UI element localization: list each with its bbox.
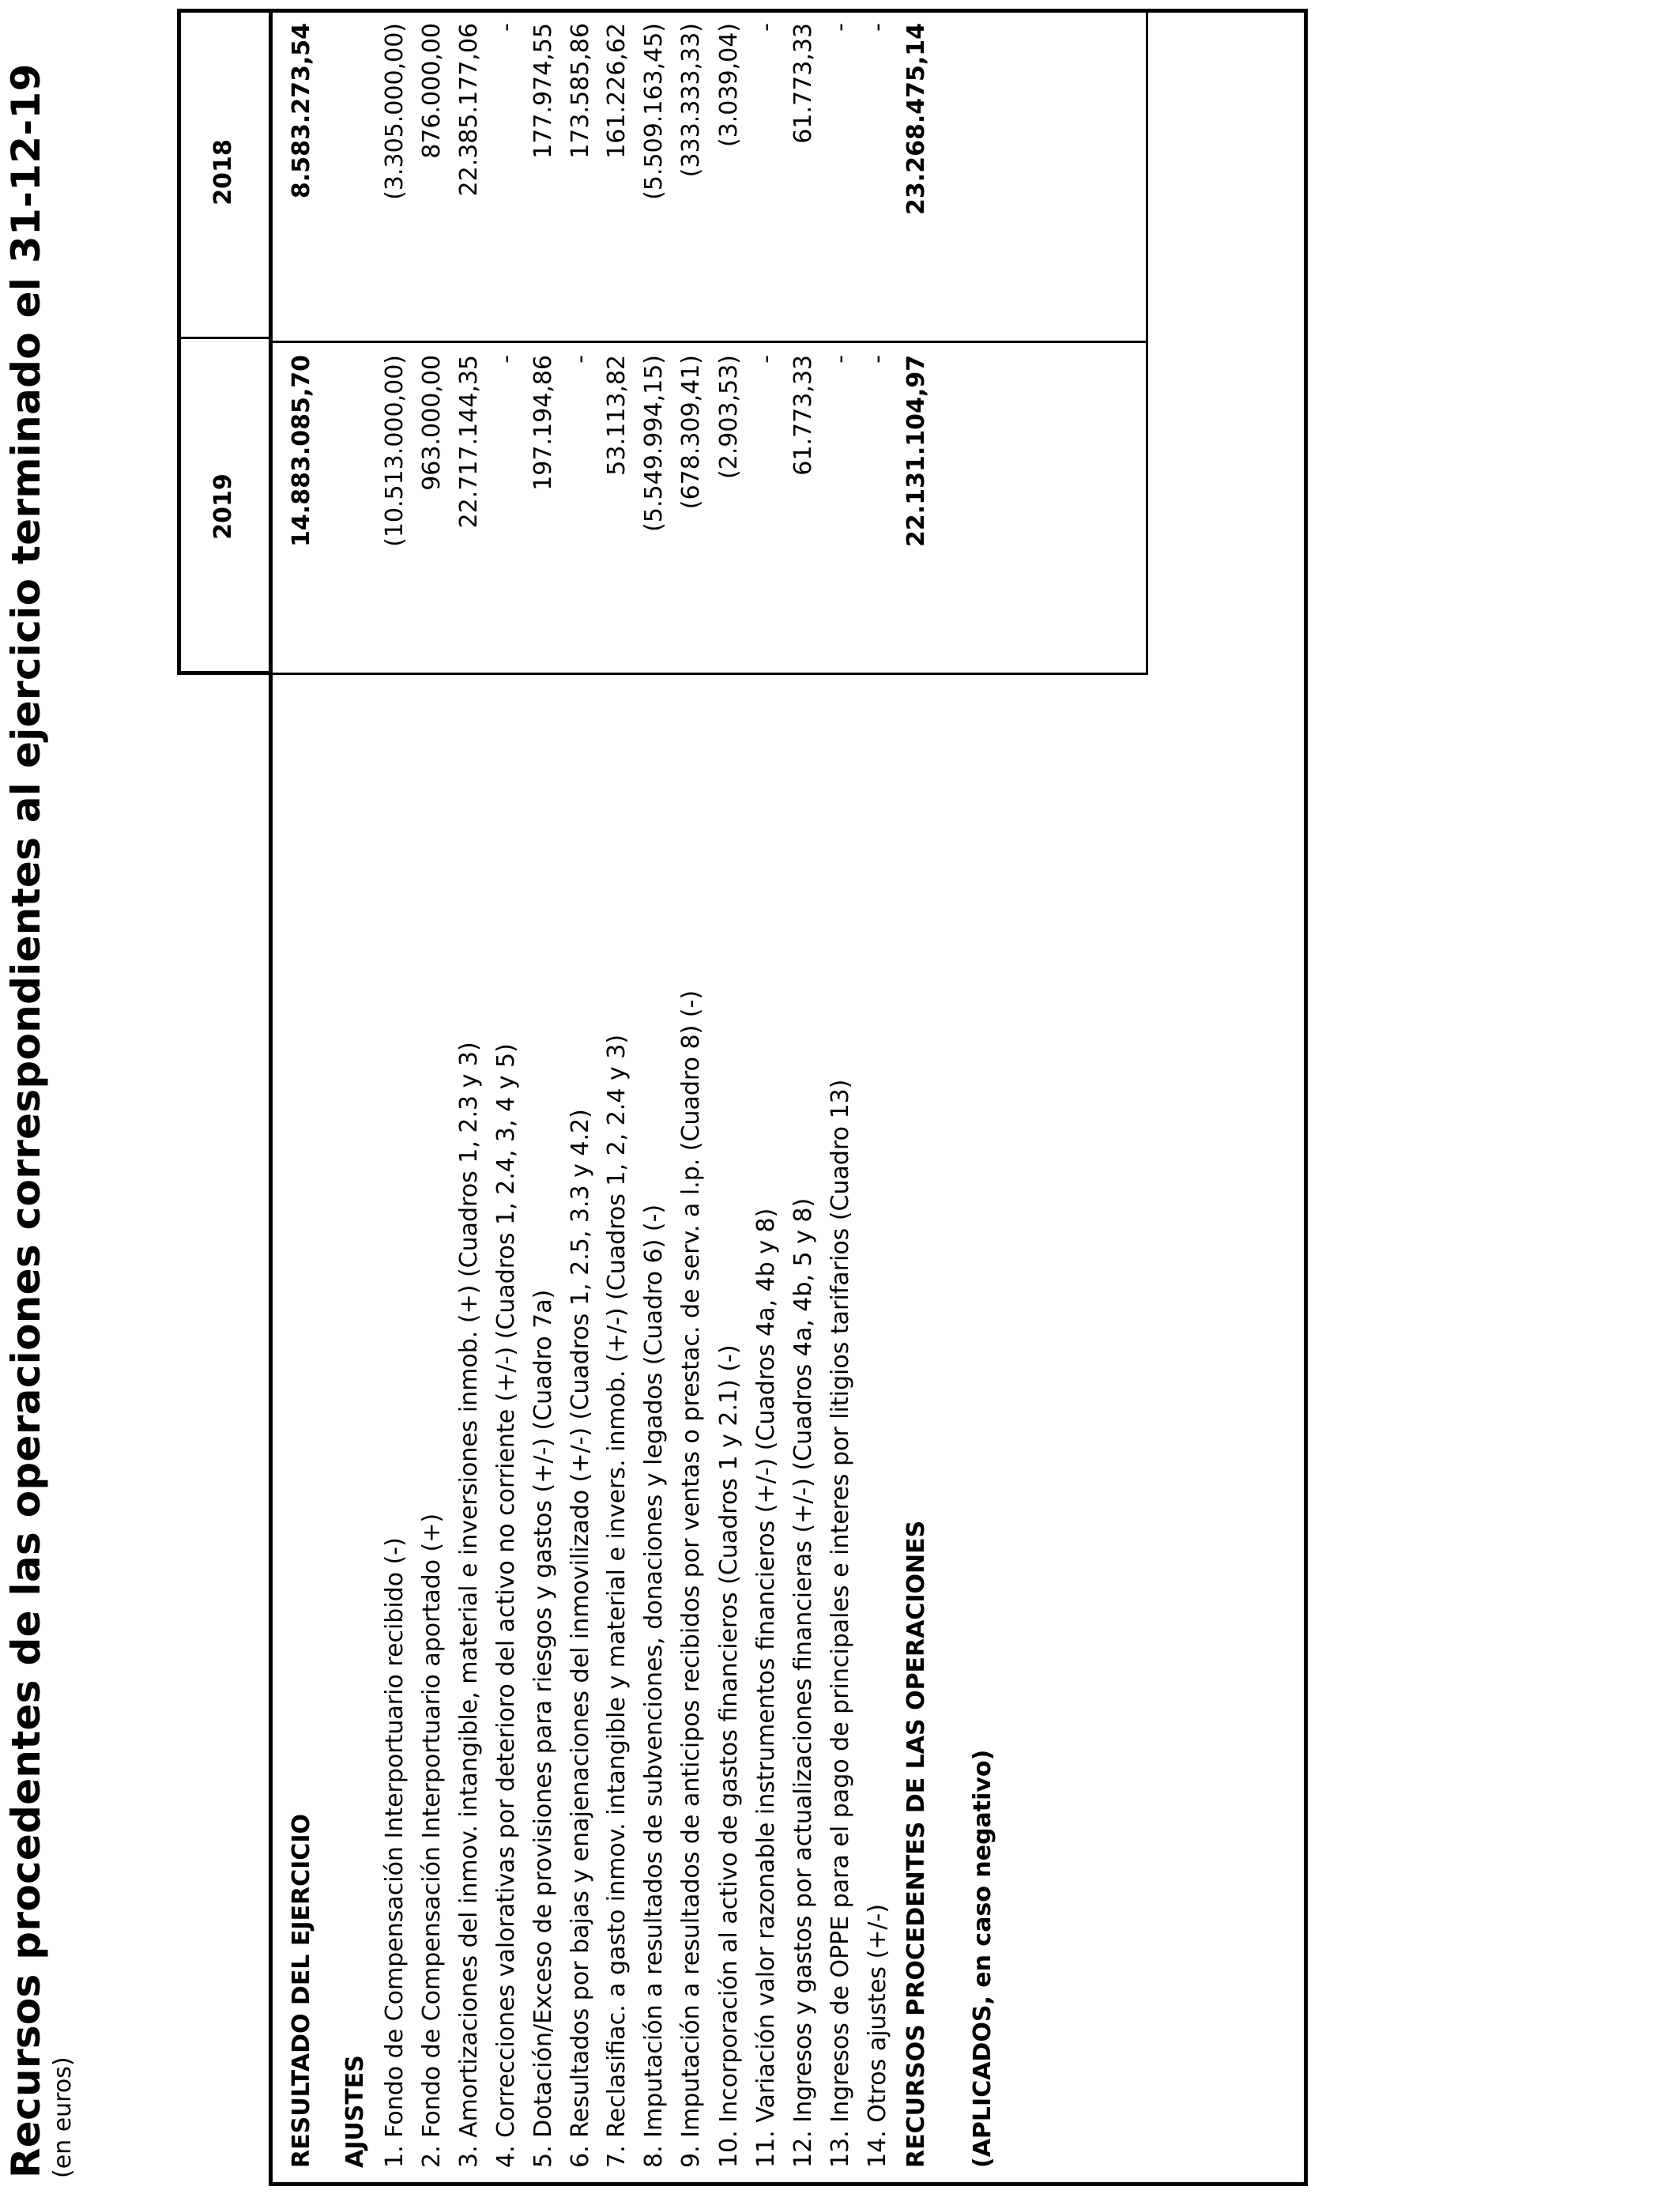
value-2019: 963.000,00 — [418, 355, 446, 491]
row-label: 14. Otros ajustes (+/-) — [864, 1903, 891, 2168]
row-label: RESULTADO DEL EJERCICIO — [288, 1814, 315, 2168]
value-2018: - — [827, 23, 854, 32]
value-2018: 173.585,86 — [567, 23, 594, 159]
value-2018: 23.268.475,14 — [902, 23, 930, 215]
value-2019: - — [864, 355, 891, 364]
value-2018: - — [752, 23, 780, 32]
value-2018: 22.385.177,06 — [455, 23, 483, 197]
row-label: 4. Correcciones valorativas por deterioro del activo no corriente (+/-) (Cuadros 1, 2.4, 3, 4 y 5) — [492, 1043, 520, 2168]
value-2018: 8.583.273,54 — [288, 23, 315, 199]
table-row — [893, 0, 940, 2194]
value-2019: 22.131.104,97 — [902, 355, 930, 547]
value-2018: 161.226,62 — [603, 23, 631, 159]
value-2019: (2.903,53) — [715, 355, 743, 480]
column-header-divider — [181, 337, 273, 339]
value-2019: 53.113,82 — [603, 355, 631, 476]
value-2018: 177.974,55 — [529, 23, 557, 159]
value-2018: - — [864, 23, 891, 32]
value-2019: (10.513.000,00) — [381, 355, 409, 547]
column-header — [177, 9, 273, 675]
row-label: 13. Ingresos de OPPE para el pago de principales e interes por litigios tarifarios (Cuadro 13) — [827, 1079, 854, 2168]
row-label: 12. Ingresos y gastos por actualizaciones financieras (+/-) (Cuadros 4a, 4b, 5 y 8) — [789, 1197, 817, 2168]
value-2018: 61.773,33 — [789, 23, 817, 144]
row-label: RECURSOS PROCEDENTES DE LAS OPERACIONES — [902, 1520, 930, 2168]
value-2018: (3.039,04) — [715, 23, 743, 148]
value-2018: (5.509.163,45) — [640, 23, 668, 200]
value-2019: 14.883.085,70 — [288, 355, 315, 547]
row-label: 6. Resultados por bajas y enajenaciones del inmovilizado (+/-) (Cuadros 1, 2.5, 3.3 y 4.2) — [567, 1109, 594, 2168]
value-2019: - — [492, 355, 520, 364]
value-2019: (5.549.994,15) — [640, 355, 668, 532]
value-2019: - — [827, 355, 854, 364]
value-2019: - — [567, 355, 594, 364]
value-2018: 876.000,00 — [418, 23, 446, 159]
column-header-2019: 2019 — [209, 473, 237, 540]
value-2019: (678.309,41) — [677, 355, 705, 510]
column-header-2018: 2018 — [209, 139, 237, 205]
row-label: 9. Imputación a resultados de anticipos recibidos por ventas o prestac. de serv. a l.p. (Cuadro 8) (-) — [677, 990, 705, 2168]
row-label: 10. Incorporación al activo de gastos financieros (Cuadros 1 y 2.1) (-) — [715, 1344, 743, 2168]
value-2019: 22.717.144,35 — [455, 355, 483, 529]
row-label: 1. Fondo de Compensación Interportuario recibido (-) — [381, 1537, 409, 2168]
value-2019: 61.773,33 — [789, 355, 817, 476]
table-row — [959, 0, 1007, 2194]
row-label: 5. Dotación/Exceso de provisiones para riesgos y gastos (+/-) (Cuadro 7a) — [529, 1289, 557, 2168]
value-2018: (333.333,33) — [677, 23, 705, 178]
row-label: (APLICADOS, en caso negativo) — [969, 1749, 996, 2168]
row-label: 11. Variación valor razonable instrumentos financieros (+/-) (Cuadros 4a, 4b y 8) — [752, 1208, 780, 2168]
row-label: 7. Reclasifiac. a gasto inmov. intangible y material e invers. inmob. (+/-) (Cuadros 1, 2, 2.4 y 3) — [603, 1034, 631, 2168]
row-label: 3. Amortizaciones del inmov. intangible, material e inversiones inmob. (+) (Cuadros 1, 2.3 y 3) — [455, 1042, 483, 2168]
row-label: 8. Imputación a resultados de subvenciones, donaciones y legados (Cuadro 6) (-) — [640, 1204, 668, 2168]
row-label: 2. Fondo de Compensación Interportuario aportado (+) — [418, 1513, 446, 2168]
page-subtitle: (en euros) — [49, 2056, 77, 2178]
value-2018: (3.305.000,00) — [381, 23, 409, 200]
table-row — [278, 0, 326, 2194]
page-title: Recursos procedentes de las operaciones correspondientes al ejercicio terminado el 31-12-19 — [3, 63, 49, 2178]
totals-divider — [1146, 9, 1148, 675]
value-2019: - — [752, 355, 780, 364]
value-2018: - — [492, 23, 520, 32]
value-2019: 197.194,86 — [529, 355, 557, 491]
row-label: AJUSTES — [341, 2055, 369, 2168]
